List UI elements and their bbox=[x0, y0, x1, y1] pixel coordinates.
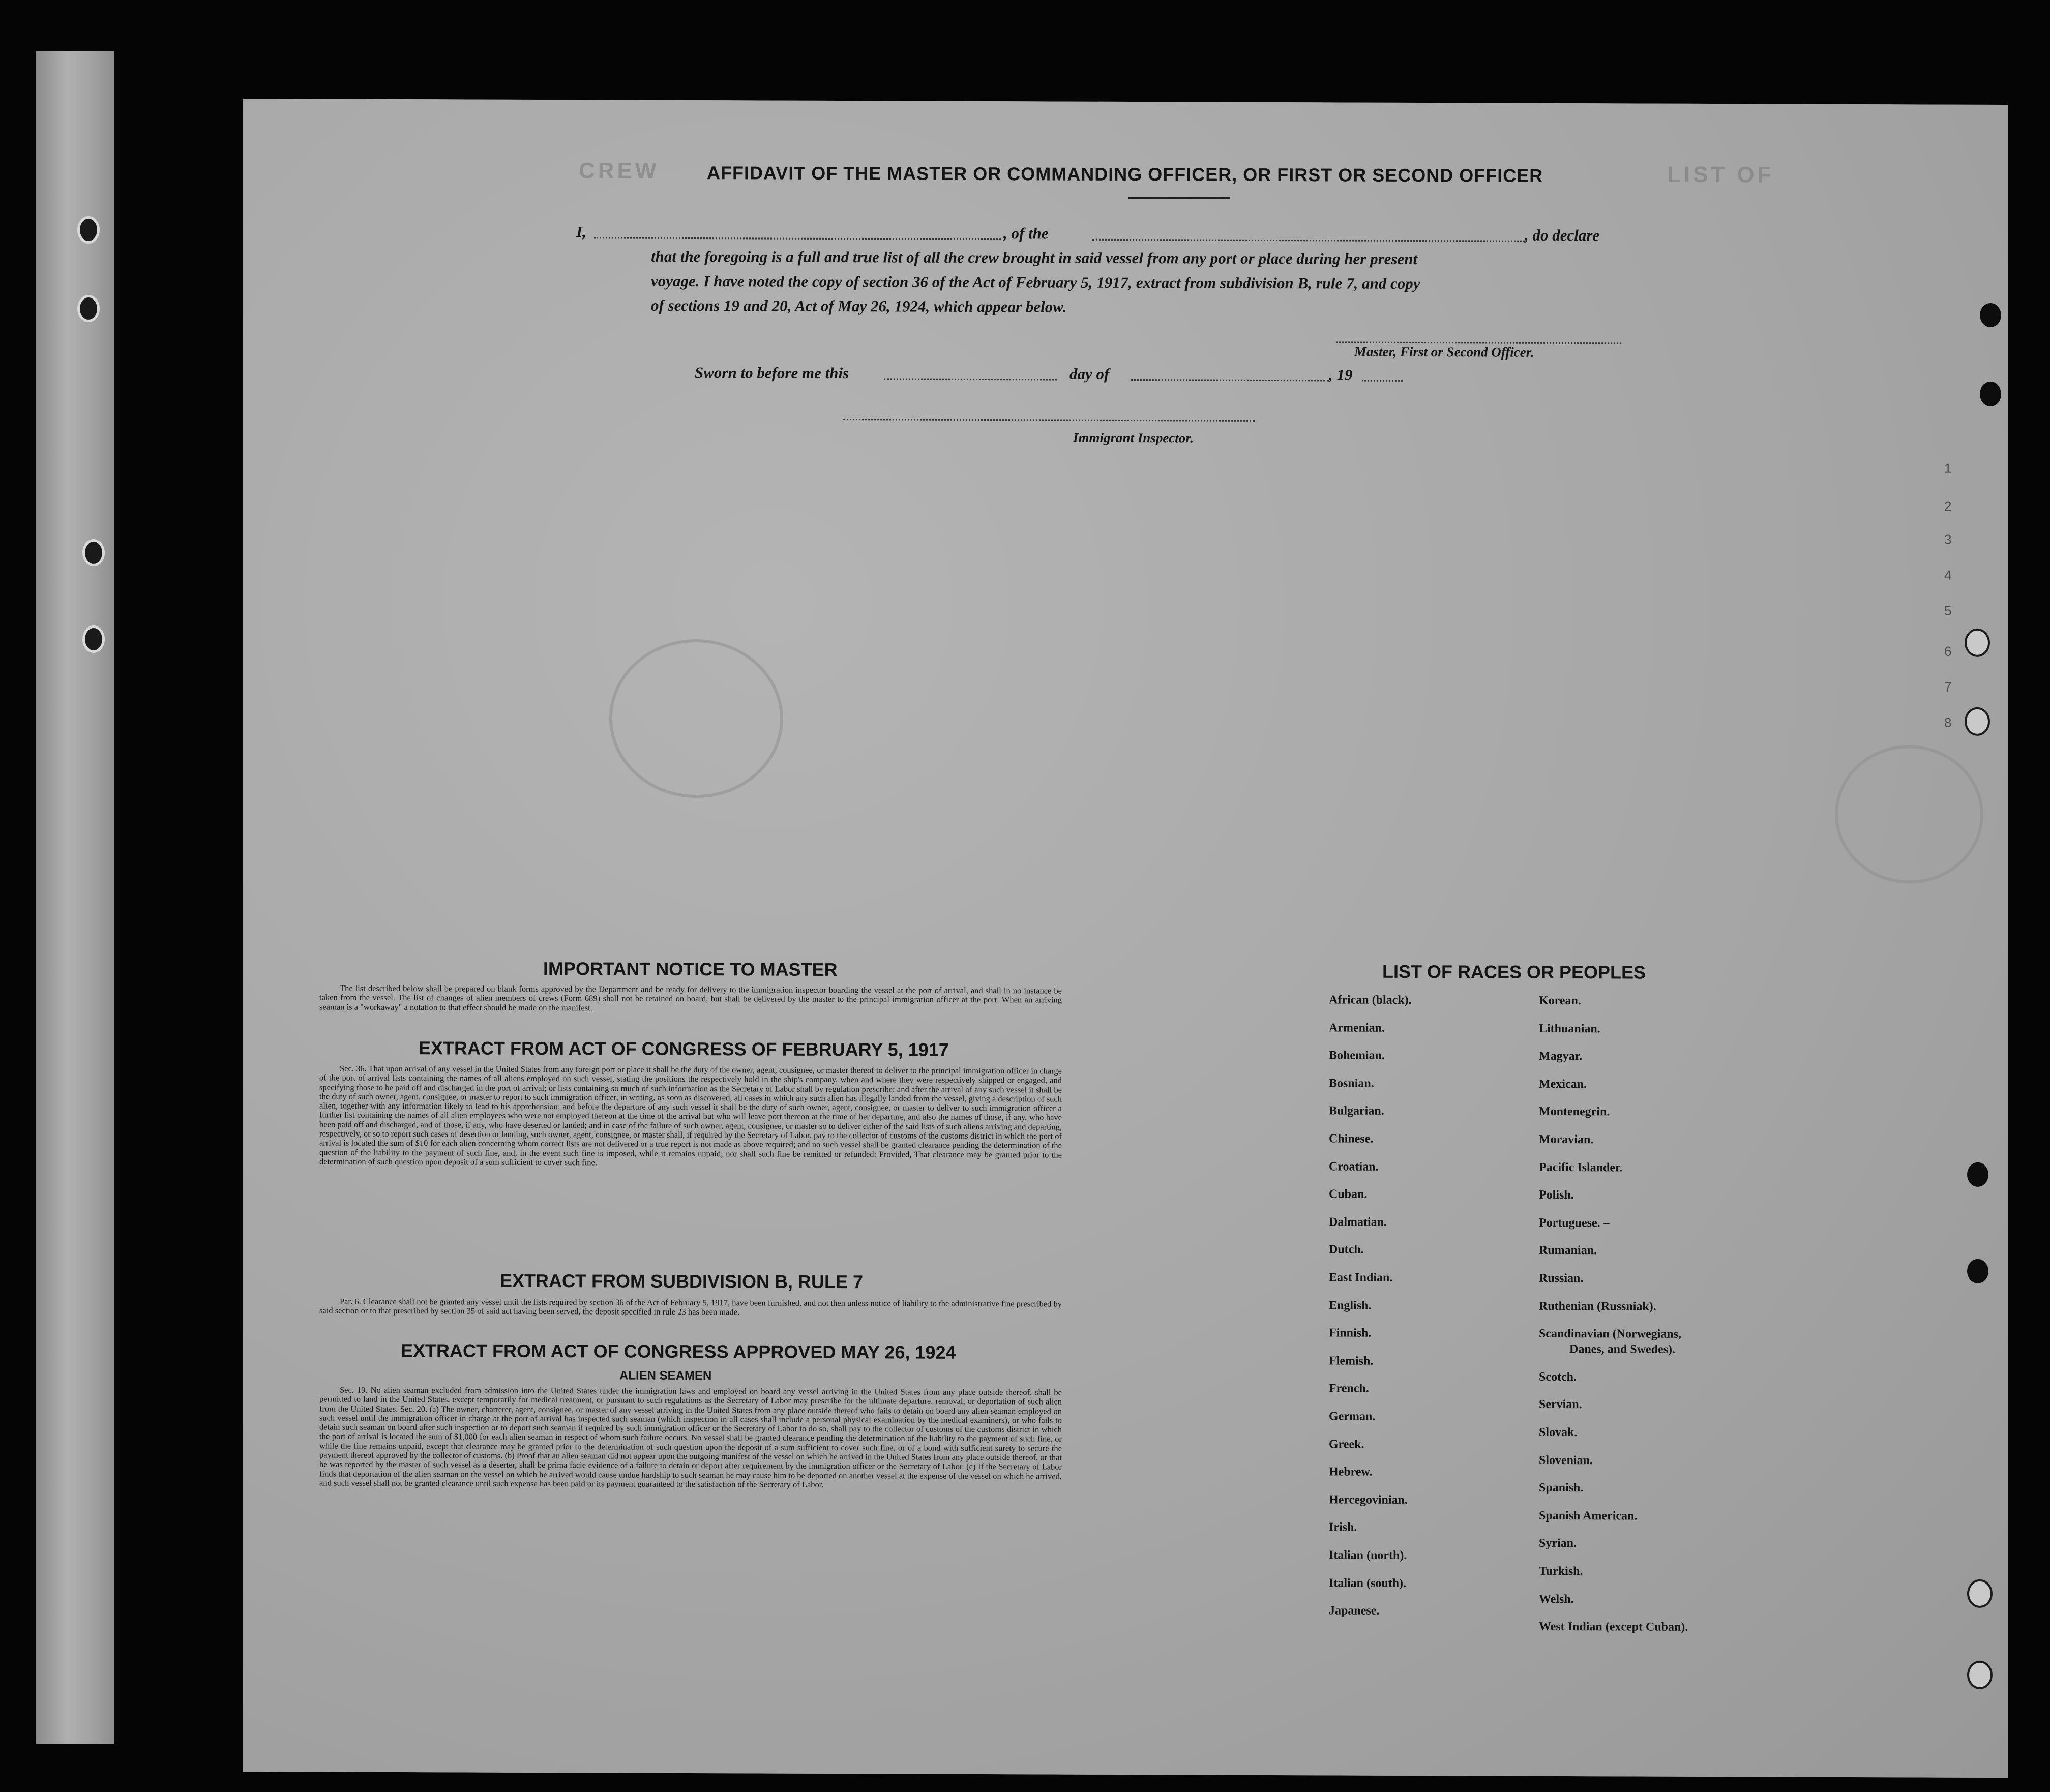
binder-hole bbox=[1980, 382, 2001, 406]
binder-hole bbox=[1967, 1162, 1988, 1187]
race-item: East Indian. bbox=[1329, 1271, 1393, 1285]
race-item: Dalmatian. bbox=[1329, 1215, 1387, 1229]
faint-stamp-seal bbox=[1835, 745, 1983, 884]
race-item: Hercegovinian. bbox=[1329, 1493, 1408, 1507]
race-item: Dutch. bbox=[1329, 1243, 1364, 1257]
race-item: Bohemian. bbox=[1329, 1049, 1385, 1062]
alien-seamen-subtitle: ALIEN SEAMEN bbox=[619, 1368, 712, 1383]
race-item: Welsh. bbox=[1539, 1592, 1574, 1606]
vessel-blank[interactable] bbox=[1092, 239, 1525, 242]
signature-label: Master, First or Second Officer. bbox=[1354, 344, 1534, 360]
affidavit-line-2: that the foregoing is a full and true list of all the crew brought in said vessel from any port or place during her present bbox=[651, 247, 1418, 268]
binder-hole bbox=[1967, 1259, 1988, 1283]
race-item: Hebrew. bbox=[1329, 1465, 1373, 1479]
extract-1917-text: Sec. 36. That upon arrival of any vessel in the United States from any foreign port or place it shall be the duty of the owner, agent, consignee, or master thereof to deliver to the principal immigration officer in charge of the port of arrival lists containing the names of all aliens employed on such vessel, stating the positions the respectively hold in the ship's company, when and where they were respectively shipped or engaged, and specifying those to be paid off and discharged in the port of arrival; or lists containing so much of such information as the Secretary of Labor shall by regulation prescribe; and after the arrival of any such vessel it shall be the duty of such owner, agent, consignee, or master to report to such immigration officer, in writing, as soon as discovered, all cases in which any such alien has illegally landed from the vessel, giving a description of such alien, together with any information likely to lead to his apprehension; and before the departure of any such vessel it shall be the duty of such owner, agent, consignee, or master to deliver to such immigration officer a further list containing the names of all alien employees who were not employed thereon at the time of the arrival but who will leave port thereon at the time of her departure, and also the names of those, if any, who have been paid off and discharged, and of those, if any, who have deserted or landed; and in case of the failure of such owner, agent, consignee, or master so to deliver either of the said lists of such aliens arriving and departing, respectively, or so to report such cases of desertion or landing, such owner, agent, consignee, or master shall, if required by the Secretary of Labor, pay to the collector of customs of the customs district in which the port of arrival is located the sum of $10 for each alien concerning whom correct lists are not delivered or a true report is not made as above required; and no such vessel shall be granted clearance pending the determination of the question of the liability to the payment of such fine, and, in the event such fine is imposed, while it remains unpaid; nor shall such fine be remitted or refunded: Provided, That clearance may be granted prior to the determination of such question upon deposit of a sum sufficient to cover such fine. bbox=[319, 1063, 1062, 1168]
race-item: Rumanian. bbox=[1539, 1244, 1597, 1258]
race-item: Lithuanian. bbox=[1539, 1022, 1600, 1035]
inspector-label: Immigrant Inspector. bbox=[1073, 430, 1194, 446]
race-item: Slovenian. bbox=[1539, 1453, 1593, 1467]
binder-hole bbox=[1965, 707, 1990, 736]
bleed-through-text: LIST OF bbox=[1667, 162, 1774, 188]
race-item: Korean. bbox=[1539, 994, 1581, 1008]
affidavit-line-4: of sections 19 and 20, Act of May 26, 1924, which appear below. bbox=[651, 296, 1067, 316]
race-item: Portuguese. – bbox=[1539, 1216, 1610, 1230]
notice-text: The list described below shall be prepared on blank forms approved by the Department and be ready for delivery to the immigration inspector boarding the vessel at the port of arrival, and shall in no instance be taken from the vessel. The list of changes of alien members of crews (Form 689) shall not be retained on board, but shall be delivered by the master to the principal immigration officer at the port. When an arriving seaman is a "workaway" a notation to that effect should be made on the manifest. bbox=[319, 983, 1062, 1012]
bleed-through-text: CREW bbox=[579, 158, 660, 184]
race-item: Italian (north). bbox=[1329, 1548, 1407, 1562]
faint-stamp-seal bbox=[609, 639, 783, 798]
punch-hole bbox=[77, 216, 100, 244]
rule7-text: Par. 6. Clearance shall not be granted any vessel until the lists required by section 36 of the Act of February 5, 1917, have been furnished, and not then unless notice of liability to the administrative fine prescribed by said section or to that prescribed by section 35 of said act having been served, the deposit specified in rule 23 has been made. bbox=[319, 1296, 1062, 1317]
row-number: 8 bbox=[1944, 714, 1952, 730]
race-item: Syrian. bbox=[1539, 1537, 1577, 1550]
race-item: Magyar. bbox=[1539, 1050, 1583, 1063]
race-item: African (black). bbox=[1329, 993, 1412, 1007]
race-item: Montenegrin. bbox=[1539, 1105, 1610, 1119]
adjacent-page-strip bbox=[36, 51, 114, 1744]
day-blank[interactable] bbox=[884, 378, 1057, 380]
punch-hole bbox=[82, 625, 105, 653]
race-item: Armenian. bbox=[1329, 1021, 1385, 1035]
race-item: Moravian. bbox=[1539, 1132, 1594, 1147]
affidavit-title: AFFIDAVIT OF THE MASTER OR COMMANDING OFFICER, OR FIRST OR SECOND OFFICER bbox=[707, 162, 1543, 186]
race-item: Spanish American. bbox=[1539, 1509, 1638, 1523]
row-number: 6 bbox=[1944, 643, 1952, 659]
binder-hole bbox=[1980, 303, 2001, 327]
title-rule bbox=[1128, 197, 1230, 199]
notice-title: IMPORTANT NOTICE TO MASTER bbox=[543, 958, 838, 980]
race-item: Irish. bbox=[1329, 1520, 1357, 1534]
extract-1924-title: EXTRACT FROM ACT OF CONGRESS APPROVED MAY 26, 1924 bbox=[401, 1340, 956, 1363]
race-item: English. bbox=[1329, 1298, 1372, 1312]
row-number: 5 bbox=[1944, 603, 1952, 618]
inspector-signature-blank[interactable] bbox=[843, 419, 1255, 422]
race-item: Bosnian. bbox=[1329, 1077, 1374, 1090]
race-item: Finnish. bbox=[1329, 1326, 1372, 1340]
binder-hole bbox=[1967, 1661, 1993, 1689]
extract-1917-title: EXTRACT FROM ACT OF CONGRESS OF FEBRUARY 5, 1917 bbox=[419, 1037, 949, 1060]
race-item: Japanese. bbox=[1329, 1604, 1380, 1618]
races-title: LIST OF RACES OR PEOPLES bbox=[1382, 961, 1646, 983]
binder-hole bbox=[1965, 629, 1990, 657]
race-item: Slovak. bbox=[1539, 1425, 1578, 1440]
affidavit-do-declare: , do declare bbox=[1525, 226, 1600, 245]
punch-hole bbox=[77, 295, 100, 322]
race-item: Mexican. bbox=[1539, 1077, 1587, 1091]
race-item: Greek. bbox=[1329, 1437, 1364, 1451]
affidavit-of-the: , of the bbox=[1003, 224, 1049, 243]
rule7-title: EXTRACT FROM SUBDIVISION B, RULE 7 bbox=[500, 1270, 864, 1293]
sworn-label: Sworn to before me this bbox=[695, 364, 849, 382]
race-item: Flemish. bbox=[1329, 1354, 1374, 1368]
race-item: Cuban. bbox=[1329, 1187, 1368, 1201]
affidavit-line-3: voyage. I have noted the copy of section 36 of the Act of February 5, 1917, extract from subdivision B, rule 7, and copy bbox=[651, 272, 1420, 293]
row-number: 3 bbox=[1944, 531, 1952, 547]
row-number: 1 bbox=[1944, 460, 1952, 476]
race-item: German. bbox=[1329, 1410, 1376, 1423]
month-blank[interactable] bbox=[1131, 379, 1329, 381]
race-item: Chinese. bbox=[1329, 1132, 1374, 1146]
race-item: Servian. bbox=[1539, 1398, 1582, 1412]
row-number: 4 bbox=[1944, 567, 1952, 583]
sworn-day-of: day of bbox=[1069, 365, 1110, 383]
race-item: Scandinavian (Norwegians, bbox=[1539, 1327, 1682, 1341]
race-item: Spanish. bbox=[1539, 1481, 1584, 1495]
name-blank[interactable] bbox=[594, 237, 1001, 240]
race-item: Russian. bbox=[1539, 1271, 1584, 1286]
year-blank[interactable] bbox=[1362, 380, 1403, 382]
row-number: 7 bbox=[1944, 679, 1952, 695]
race-item: Bulgarian. bbox=[1329, 1104, 1384, 1118]
sworn-year: , 19 bbox=[1329, 366, 1353, 384]
binder-hole bbox=[1967, 1579, 1993, 1608]
extract-1924-text: Sec. 19. No alien seaman excluded from admission into the United States under the immigration laws and employed on board any vessel arriving in the United States from any place outside thereof, shall be permitted to land in the United States, except temporarily for medical treatment, or pursuant to such regulations as the Secretary of Labor may prescribe for the ultimate departure, removal, or deportation of such alien from the United States. Sec. 20. (a) The owner, charterer, agent, consignee, or master of any vessel arriving in the United States from any place outside thereof who fails to detain on board any alien seaman employed on such vessel until the immigration officer in charge at the port of arrival has inspected such seaman (which inspection in all cases shall include a personal physical examination by the medical examiners), or who fails to detain such seaman on board after such inspection or to deport such seaman if required by such immigration officer or the Secretary of Labor to do so, shall pay to the collector of customs of the customs district in which the port of arrival is located the sum of $1,000 for each alien seaman in respect of whom such failure occurs. No vessel shall be granted clearance pending the determination of the liability to the payment of such fine, or while the fine remains unpaid, except that clearance may be granted prior to the determination of such question upon the deposit of a sum sufficient to cover such fine, or of a bond with sufficient surety to secure the payment thereof approved by the collector of customs. (b) Proof that an alien seaman did not appear upon the outgoing manifest of the vessel on which he arrived in the United States from any place outside thereof, or that he was reported by the master of such vessel as a deserter, shall be prima facie evidence of a failure to detain or deport after requirement by the immigration officer or the Secretary of Labor. (c) If the Secretary of Labor finds that deportation of the alien seaman on the vessel on which he arrived would cause undue hardship to such seaman he may cause him to be deported on another vessel at the expense of the vessel on which he arrived, and such vessel shall not be granted clearance until such expense has been paid or its payment guaranteed to the satisfaction of the Secretary of Labor. bbox=[319, 1385, 1062, 1489]
race-item: French. bbox=[1329, 1382, 1369, 1396]
race-item: Polish. bbox=[1539, 1188, 1574, 1202]
race-item: Turkish. bbox=[1539, 1564, 1583, 1578]
punch-hole bbox=[82, 539, 105, 566]
race-item: Pacific Islander. bbox=[1539, 1160, 1623, 1175]
race-item: Croatian. bbox=[1329, 1159, 1379, 1174]
affidavit-i: I, bbox=[576, 223, 586, 241]
signature-blank[interactable] bbox=[1336, 341, 1621, 344]
race-item: West Indian (except Cuban). bbox=[1539, 1620, 1688, 1634]
race-item: Ruthenian (Russniak). bbox=[1539, 1299, 1656, 1313]
race-item: Italian (south). bbox=[1329, 1576, 1407, 1590]
row-number: 2 bbox=[1944, 498, 1952, 514]
race-item: Danes, and Swedes). bbox=[1569, 1342, 1676, 1356]
manifest-sheet bbox=[243, 99, 2008, 1778]
race-item: Scotch. bbox=[1539, 1370, 1577, 1384]
